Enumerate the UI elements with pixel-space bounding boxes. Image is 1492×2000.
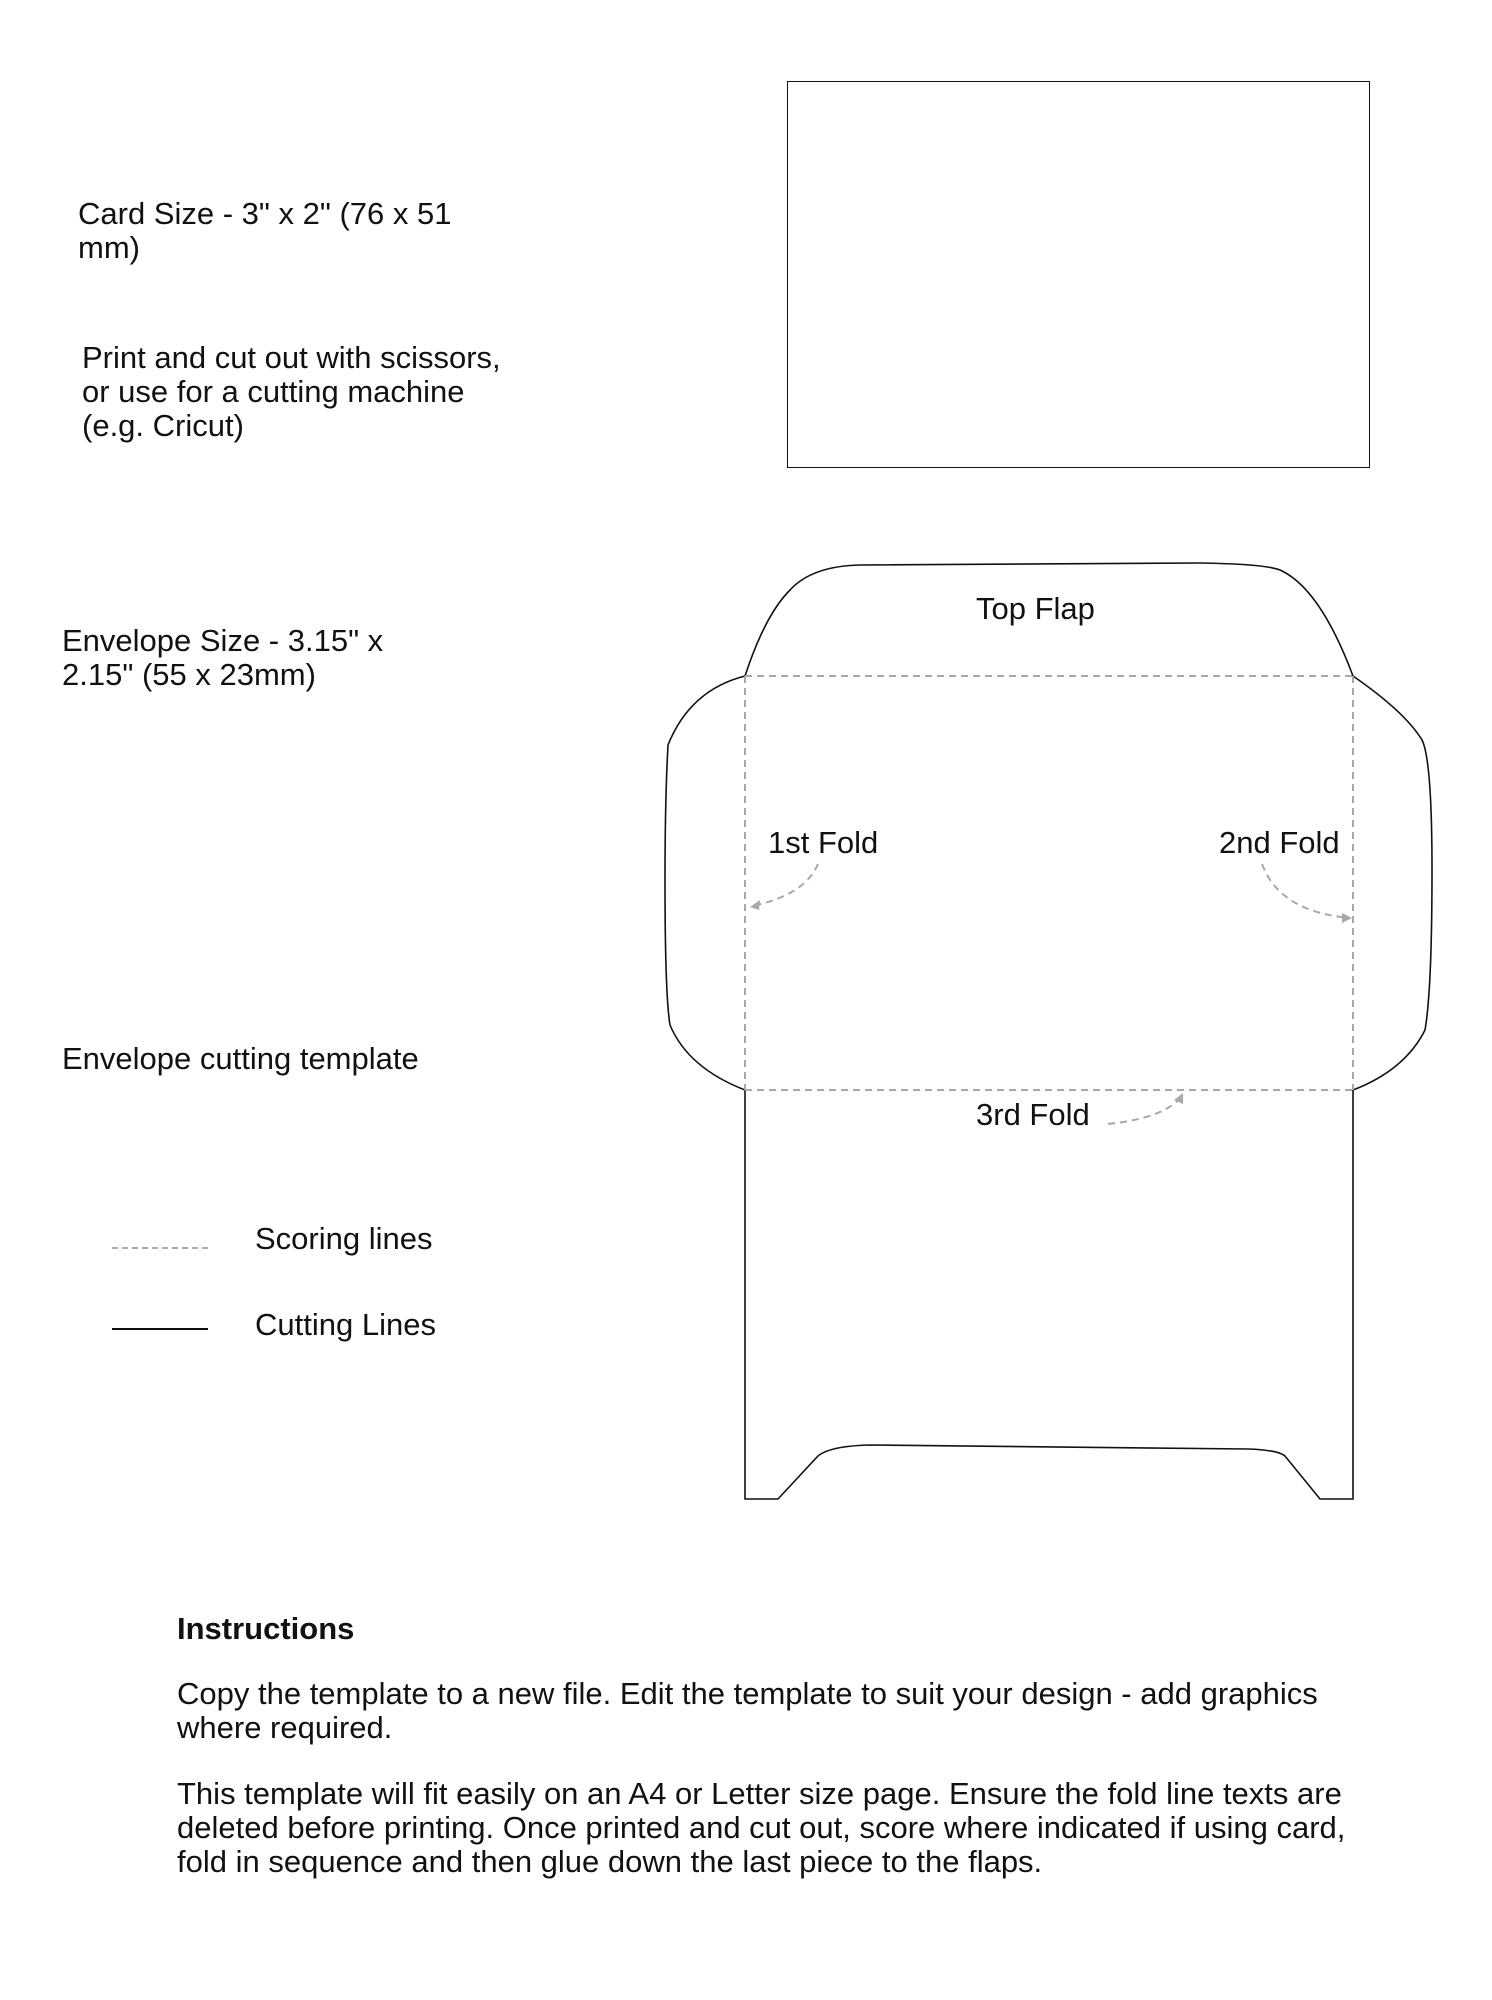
- fold2-arrowhead: [1342, 913, 1352, 923]
- fold1-arrow: [752, 864, 818, 906]
- instructions-paragraph-1: Copy the template to a new file. Edit the template to suit your design - add graphics where required.: [177, 1676, 1318, 1745]
- scoring-lines: [745, 676, 1353, 1124]
- fold2-arrow: [1262, 864, 1350, 918]
- top-flap-label: Top Flap: [976, 591, 1095, 626]
- envelope-template-label: Envelope cutting template: [62, 1041, 419, 1076]
- envelope-size-label: Envelope Size - 3.15" x 2.15" (55 x 23mm): [62, 623, 384, 692]
- envelope-cut-outline: [665, 563, 1432, 1499]
- fold1-label: 1st Fold: [768, 825, 879, 860]
- print-instruction-note: Print and cut out with scissors, or use for a cutting machine (e.g. Cricut): [82, 340, 501, 443]
- instructions-title: Instructions: [177, 1611, 355, 1646]
- fold3-label: 3rd Fold: [976, 1097, 1090, 1132]
- legend-scoring-label: Scoring lines: [255, 1221, 433, 1256]
- card-size-label: Card Size - 3" x 2" (76 x 51 mm): [78, 196, 452, 265]
- fold3-arrowhead: [1174, 1093, 1183, 1104]
- legend-cutting-label: Cutting Lines: [255, 1307, 436, 1342]
- instructions-paragraph-2: This template will fit easily on an A4 or Letter size page. Ensure the fold line texts are deleted before printing. Once printed and cut out, score where indicated if using card, fold in sequence and then glue down the last piece to the flaps.: [177, 1776, 1346, 1879]
- fold-arrowheads: [750, 900, 1352, 1104]
- fold3-arrow: [1108, 1096, 1182, 1124]
- fold2-label: 2nd Fold: [1219, 825, 1340, 860]
- fold1-arrowhead: [750, 900, 760, 910]
